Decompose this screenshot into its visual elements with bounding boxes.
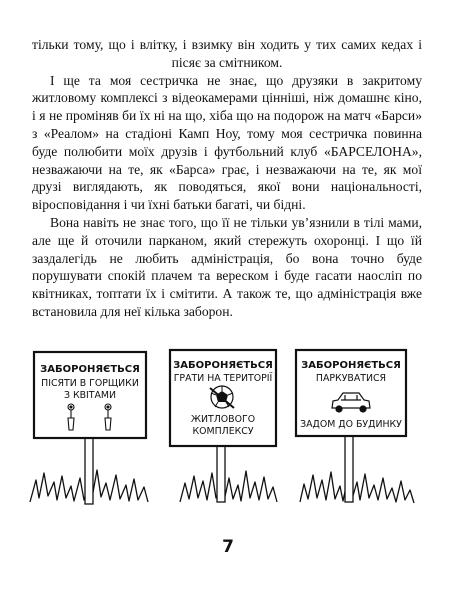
sign-2-heading: ЗАБОРОНЯЄТЬСЯ: [173, 360, 273, 371]
paragraph: І ще та моя сестричка не знає, що друзяки в закритому житловому комплексі з відеокамерами цінніші, ніж домашнє кіно, і я не проміняв би їх ні на що, хіба що на подорож на матч «Барси» з «Реалом» на стадіоні Камп Ноу, тому моя сестричка повинна буде полюбити моїх друзів і футбольний клуб «БАРСЕЛОНА», незважаючи на те, як «Барса» грає, і незважаючи на те, як мої друзі виглядають, як поводяться, якої вони національності, віросповідання і чи їхні батьки багаті, чи бідні.: [32, 72, 422, 213]
sign-1-heading: ЗАБОРОНЯЄТЬСЯ: [40, 364, 140, 375]
prohibition-signs-illustration: [0, 330, 456, 530]
sign-2-line-3: КОМПЛЕКСУ: [192, 426, 254, 437]
sign-no-peeing-in-flowerpots: [34, 352, 146, 504]
sign-2-line-1: ГРАТИ НА ТЕРИТОРІЇ: [173, 373, 273, 384]
sign-3-line-2: ЗАДОМ ДО БУДИНКУ: [300, 419, 402, 430]
paragraph-continuation: тільки тому, що і влітку, і взимку він ходить у тих самих кедах і пісяє за смітником.: [32, 37, 422, 70]
soccer-ball-icon: [210, 386, 234, 408]
sign-3-heading: ЗАБОРОНЯЄТЬСЯ: [301, 360, 401, 371]
sign-no-playing-on-territory: [170, 350, 276, 502]
sign-2-line-2: ЖИТЛОВОГО: [190, 414, 256, 425]
page-number: 7: [222, 537, 234, 557]
body-text: [32, 36, 422, 321]
sign-1-line-1: ПІСЯТИ В ГОРЩИКИ: [41, 378, 139, 389]
sign-3-line-1: ПАРКУВАТИСЯ: [315, 373, 387, 384]
paragraph: Вона навіть не знає того, що її не тільки ув’язнили в тілі мами, але ще й оточили парканом, який стережуть охоронці. І що їй заздалегідь не любить адміністрація, бо вона точно буде порушувати спокій плачем та вереском і буде гасати наосліп по квітниках, топтати їх і смітити. А також те, що адміністрація вже встановила для неї кілька заборон.: [32, 214, 422, 319]
sign-1-line-2: З КВІТАМИ: [63, 390, 117, 401]
